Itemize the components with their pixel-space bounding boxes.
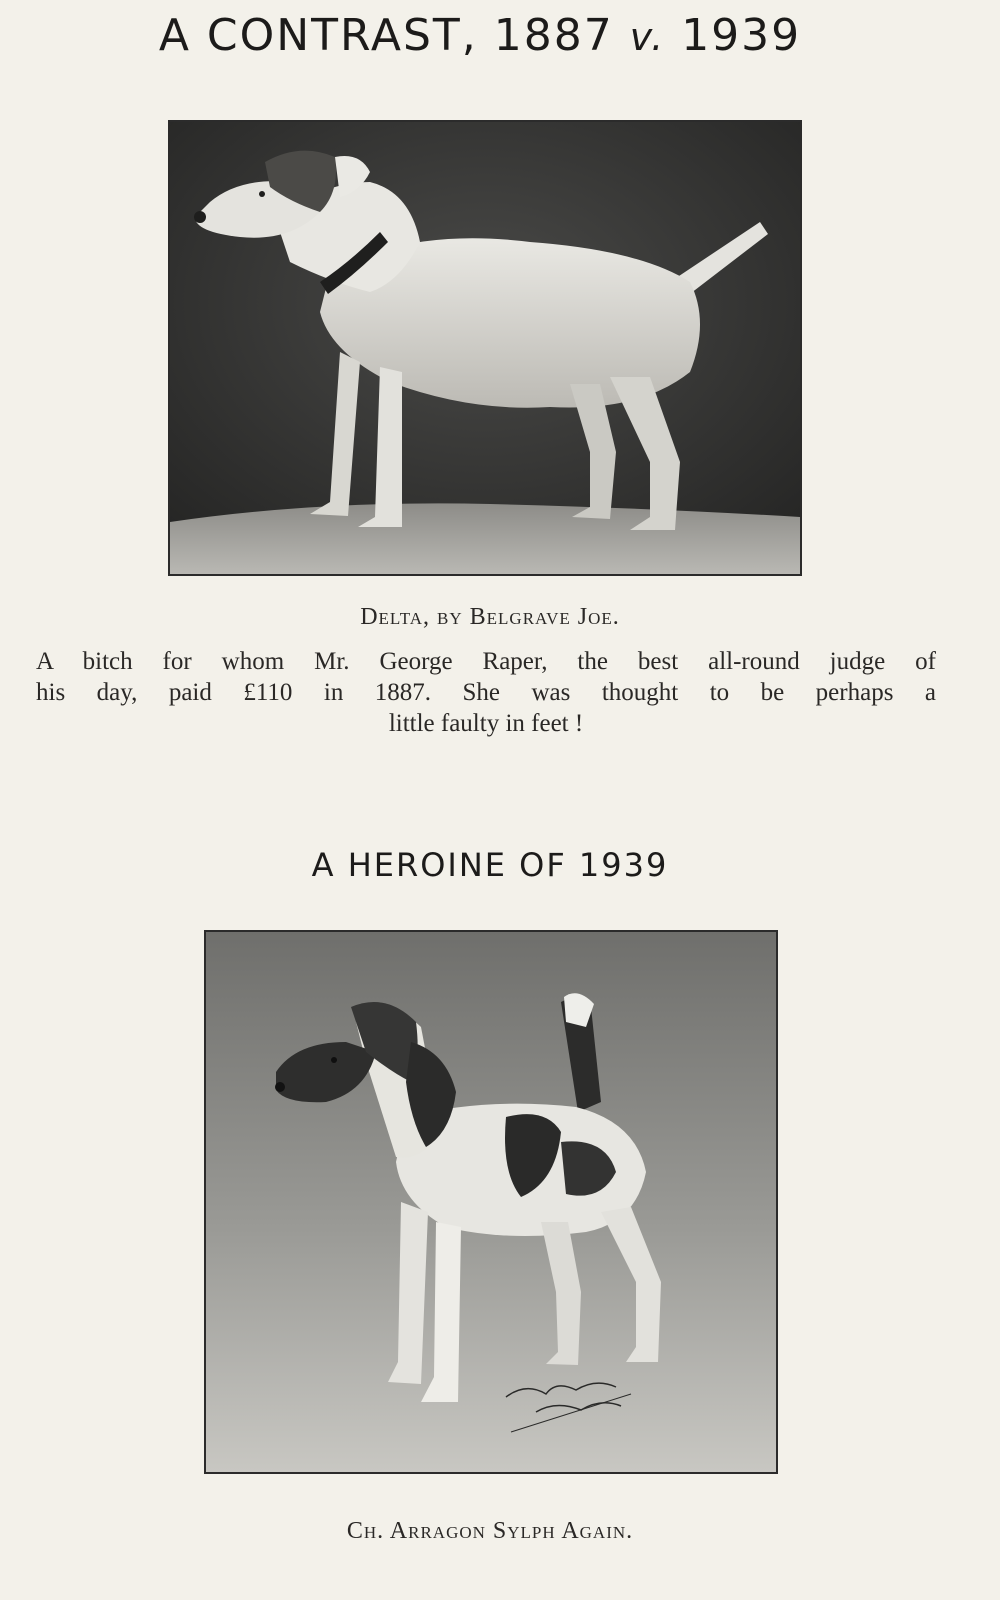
section-subtitle: A HEROINE OF 1939: [311, 846, 669, 884]
title-year: 1939: [681, 10, 802, 61]
description-line-2: [36, 677, 936, 708]
description-line-2-text: his day, paid £110 in 1887. She was thought to be perhaps a: [36, 679, 936, 706]
title-main: A CONTRAST, 1887: [158, 10, 614, 61]
page-title: [0, 10, 960, 61]
caption-delta: Delta, by Belgrave Joe.: [360, 604, 620, 630]
photo-arragon-sylph: [204, 930, 778, 1474]
fox-terrier-image: [206, 932, 776, 1472]
description-delta: [36, 646, 936, 739]
photo-delta: [168, 120, 802, 576]
description-line-1-text: A bitch for whom Mr. George Raper, the best all-round judge of: [36, 648, 936, 675]
title-versus: v.: [629, 15, 666, 59]
description-line-3: little faulty in feet !: [388, 710, 584, 737]
delta-terrier-image: [170, 122, 800, 574]
description-line-1: [36, 646, 936, 677]
caption-arragon-sylph: Ch. Arragon Sylph Again.: [346, 1518, 634, 1544]
